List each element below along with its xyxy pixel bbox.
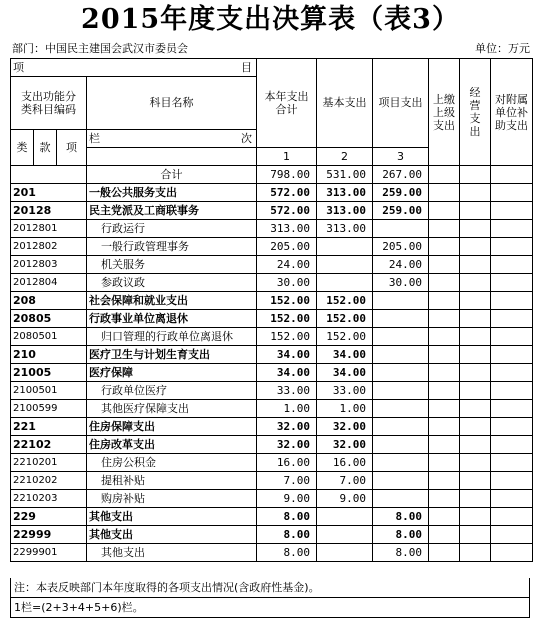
row-business [460, 418, 491, 436]
table-row [11, 274, 533, 292]
row-name: 其他支出 [87, 508, 257, 526]
total-label: 合计 [87, 166, 257, 184]
row-upper [429, 220, 460, 238]
row-upper [429, 292, 460, 310]
row-name: 其他医疗保障支出 [87, 400, 257, 418]
table-row [11, 544, 533, 562]
row-total: 8.00 [257, 544, 317, 562]
row-business [460, 454, 491, 472]
row-project: 8.00 [373, 544, 429, 562]
num-2: 2 [317, 148, 373, 166]
row-project [373, 292, 429, 310]
row-project [373, 328, 429, 346]
col-total-header: 本年支出合计 [257, 59, 317, 148]
row-basic: 33.00 [317, 382, 373, 400]
row-upper [429, 472, 460, 490]
row-upper [429, 274, 460, 292]
row-basic [317, 508, 373, 526]
row-business [460, 490, 491, 508]
row-project [373, 346, 429, 364]
row-total: 33.00 [257, 382, 317, 400]
row-subsidy [491, 544, 533, 562]
row-name: 一般行政管理事务 [87, 238, 257, 256]
row-code: 2210202 [11, 472, 87, 490]
row-business [460, 508, 491, 526]
row-code: 210 [11, 346, 87, 364]
row-total: 34.00 [257, 346, 317, 364]
row-business [460, 202, 491, 220]
row-subsidy [491, 526, 533, 544]
table-row [11, 202, 533, 220]
row-basic: 16.00 [317, 454, 373, 472]
row-total: 152.00 [257, 328, 317, 346]
row-business [460, 328, 491, 346]
table-row [11, 508, 533, 526]
row-upper [429, 238, 460, 256]
table-row [11, 220, 533, 238]
table-row [11, 256, 533, 274]
row-total: 8.00 [257, 508, 317, 526]
lei-header: 类 [11, 130, 34, 166]
row-subsidy [491, 310, 533, 328]
row-business [460, 436, 491, 454]
row-basic [317, 238, 373, 256]
row-code: 2100599 [11, 400, 87, 418]
func-code-header: 支出功能分类科目编码 [11, 77, 87, 130]
row-code: 208 [11, 292, 87, 310]
row-subsidy [491, 436, 533, 454]
row-subsidy [491, 346, 533, 364]
col-project-header: 项目支出 [373, 59, 429, 148]
row-subsidy [491, 490, 533, 508]
row-name: 住房保障支出 [87, 418, 257, 436]
ci-label: 次 [241, 132, 252, 145]
note-line-1: 注：本表反映部门本年度取得的各项支出情况(含政府性基金)。 [10, 578, 530, 598]
row-basic: 152.00 [317, 292, 373, 310]
row-business [460, 400, 491, 418]
row-upper [429, 490, 460, 508]
row-business [460, 526, 491, 544]
row-total: 34.00 [257, 364, 317, 382]
header-row-1 [11, 59, 533, 77]
row-basic: 313.00 [317, 202, 373, 220]
row-name: 住房公积金 [87, 454, 257, 472]
row-total: 572.00 [257, 184, 317, 202]
row-code: 20805 [11, 310, 87, 328]
row-code: 2012802 [11, 238, 87, 256]
row-project: 24.00 [373, 256, 429, 274]
row-project [373, 436, 429, 454]
page-title: 2015年度支出决算表（表3） [81, 4, 460, 35]
table-row [11, 526, 533, 544]
row-code: 2080501 [11, 328, 87, 346]
row-subsidy [491, 364, 533, 382]
blank-cell [87, 148, 257, 166]
row-upper [429, 310, 460, 328]
row-business [460, 346, 491, 364]
num-3: 3 [373, 148, 429, 166]
row-basic [317, 526, 373, 544]
row-subsidy [491, 400, 533, 418]
row-basic: 34.00 [317, 364, 373, 382]
table-row [11, 400, 533, 418]
row-subsidy [491, 454, 533, 472]
row-name: 医疗保障 [87, 364, 257, 382]
row-business [460, 364, 491, 382]
row-name: 其他支出 [87, 526, 257, 544]
row-project [373, 490, 429, 508]
table-row [11, 490, 533, 508]
row-total: 16.00 [257, 454, 317, 472]
row-total: 572.00 [257, 202, 317, 220]
row-upper [429, 400, 460, 418]
note-line-2: 1栏=(2+3+4+5+6)栏。 [10, 598, 530, 618]
row-total: 9.00 [257, 490, 317, 508]
total-code-cell [11, 166, 87, 184]
row-subsidy [491, 292, 533, 310]
row-total: 32.00 [257, 418, 317, 436]
row-upper [429, 526, 460, 544]
row-project [373, 364, 429, 382]
row-basic [317, 256, 373, 274]
total-c6 [491, 166, 533, 184]
row-basic: 9.00 [317, 490, 373, 508]
row-business [460, 256, 491, 274]
table-row [11, 238, 533, 256]
mu-label: 目 [241, 61, 252, 74]
row-basic: 1.00 [317, 400, 373, 418]
subject-name-header: 科目名称 [87, 77, 257, 130]
row-business [460, 472, 491, 490]
row-business [460, 274, 491, 292]
total-row [11, 166, 533, 184]
row-upper [429, 328, 460, 346]
total-c4 [429, 166, 460, 184]
row-name: 行政单位医疗 [87, 382, 257, 400]
row-project [373, 454, 429, 472]
row-business [460, 238, 491, 256]
row-business [460, 184, 491, 202]
row-subsidy [491, 238, 533, 256]
row-upper [429, 382, 460, 400]
row-business [460, 382, 491, 400]
row-upper [429, 184, 460, 202]
lan-label: 栏 [89, 132, 100, 145]
row-basic: 313.00 [317, 184, 373, 202]
notes-block [10, 578, 530, 618]
row-business [460, 310, 491, 328]
xiang-mu-cell [11, 59, 257, 77]
row-project [373, 382, 429, 400]
row-total: 205.00 [257, 238, 317, 256]
row-name: 机关服务 [87, 256, 257, 274]
row-total: 7.00 [257, 472, 317, 490]
row-code: 21005 [11, 364, 87, 382]
row-total: 152.00 [257, 310, 317, 328]
row-business [460, 292, 491, 310]
row-project: 259.00 [373, 202, 429, 220]
kuan-header: 款 [34, 130, 57, 166]
row-upper [429, 436, 460, 454]
xiang-label: 项 [13, 61, 24, 74]
row-subsidy [491, 472, 533, 490]
col-upper-header: 上缴上级支出 [429, 59, 460, 166]
table-row [11, 184, 533, 202]
total-c1: 798.00 [257, 166, 317, 184]
row-code: 221 [11, 418, 87, 436]
row-basic [317, 274, 373, 292]
table-row [11, 382, 533, 400]
row-subsidy [491, 274, 533, 292]
row-code: 2012803 [11, 256, 87, 274]
row-subsidy [491, 202, 533, 220]
row-subsidy [491, 184, 533, 202]
row-name: 社会保障和就业支出 [87, 292, 257, 310]
table-row [11, 364, 533, 382]
col-basic-header: 基本支出 [317, 59, 373, 148]
row-business [460, 544, 491, 562]
row-name: 行政事业单位离退休 [87, 310, 257, 328]
table-row [11, 418, 533, 436]
row-code: 22102 [11, 436, 87, 454]
row-basic: 7.00 [317, 472, 373, 490]
col-business-header: 经营支出 [460, 59, 491, 166]
row-name: 行政运行 [87, 220, 257, 238]
row-subsidy [491, 418, 533, 436]
row-code: 2210201 [11, 454, 87, 472]
row-basic: 152.00 [317, 328, 373, 346]
table-row [11, 436, 533, 454]
unit-label: 单位：万元 [475, 42, 530, 55]
row-total: 152.00 [257, 292, 317, 310]
row-upper [429, 454, 460, 472]
row-upper [429, 544, 460, 562]
table-row [11, 292, 533, 310]
row-basic: 34.00 [317, 346, 373, 364]
lan-ci-cell [87, 130, 257, 148]
row-basic: 32.00 [317, 418, 373, 436]
table-row [11, 328, 533, 346]
row-name: 参政议政 [87, 274, 257, 292]
row-subsidy [491, 220, 533, 238]
row-basic: 313.00 [317, 220, 373, 238]
row-project: 30.00 [373, 274, 429, 292]
row-code: 201 [11, 184, 87, 202]
row-code: 22999 [11, 526, 87, 544]
row-upper [429, 256, 460, 274]
expenditure-table [10, 58, 533, 562]
row-project: 205.00 [373, 238, 429, 256]
row-upper [429, 364, 460, 382]
row-name: 购房补贴 [87, 490, 257, 508]
row-total: 24.00 [257, 256, 317, 274]
row-total: 30.00 [257, 274, 317, 292]
total-c3: 267.00 [373, 166, 429, 184]
row-project [373, 310, 429, 328]
xiang-header: 项 [57, 130, 87, 166]
col-subsidy-header: 对附属单位补助支出 [491, 59, 533, 166]
row-basic: 152.00 [317, 310, 373, 328]
row-subsidy [491, 508, 533, 526]
row-subsidy [491, 328, 533, 346]
row-name: 一般公共服务支出 [87, 184, 257, 202]
row-code: 2210203 [11, 490, 87, 508]
row-total: 1.00 [257, 400, 317, 418]
row-project [373, 220, 429, 238]
row-total: 8.00 [257, 526, 317, 544]
table-row [11, 346, 533, 364]
row-project [373, 418, 429, 436]
row-project: 8.00 [373, 508, 429, 526]
row-upper [429, 202, 460, 220]
row-code: 2012804 [11, 274, 87, 292]
row-name: 归口管理的行政单位离退休 [87, 328, 257, 346]
table-row [11, 310, 533, 328]
total-c5 [460, 166, 491, 184]
row-total: 313.00 [257, 220, 317, 238]
row-subsidy [491, 256, 533, 274]
row-basic: 32.00 [317, 436, 373, 454]
total-c2: 531.00 [317, 166, 373, 184]
row-basic [317, 544, 373, 562]
row-total: 32.00 [257, 436, 317, 454]
row-name: 提租补贴 [87, 472, 257, 490]
row-upper [429, 508, 460, 526]
row-project [373, 400, 429, 418]
row-code: 20128 [11, 202, 87, 220]
department-label: 部门：中国民主建国会武汉市委员会 [12, 42, 188, 55]
num-1: 1 [257, 148, 317, 166]
row-name: 民主党派及工商联事务 [87, 202, 257, 220]
row-name: 住房改革支出 [87, 436, 257, 454]
row-code: 229 [11, 508, 87, 526]
row-upper [429, 418, 460, 436]
row-name: 其他支出 [87, 544, 257, 562]
row-project: 259.00 [373, 184, 429, 202]
row-business [460, 220, 491, 238]
row-project [373, 472, 429, 490]
row-upper [429, 346, 460, 364]
row-project: 8.00 [373, 526, 429, 544]
row-code: 2100501 [11, 382, 87, 400]
table-row [11, 472, 533, 490]
row-code: 2012801 [11, 220, 87, 238]
row-name: 医疗卫生与计划生育支出 [87, 346, 257, 364]
row-subsidy [491, 382, 533, 400]
row-code: 2299901 [11, 544, 87, 562]
table-row [11, 454, 533, 472]
